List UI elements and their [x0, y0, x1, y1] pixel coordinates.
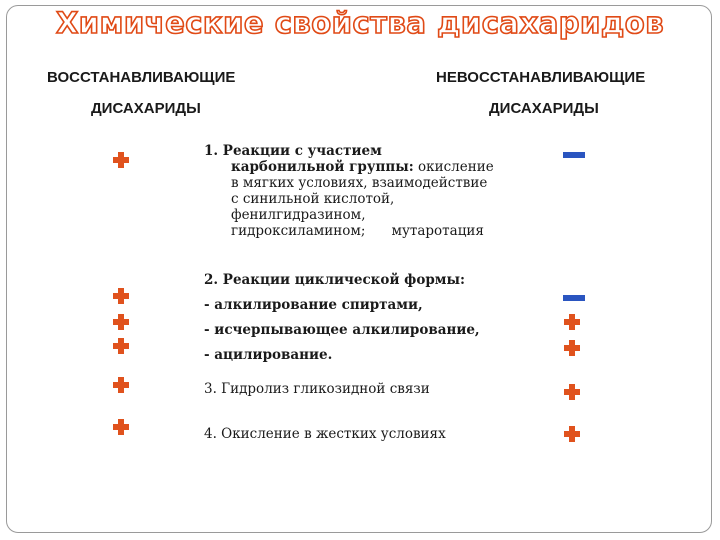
- reaction-2-item-3: - ацилирование.: [204, 347, 333, 363]
- non-reducing-r1-minus-icon: [563, 152, 585, 158]
- reducing-r2-exhaustive-plus-icon: [113, 314, 129, 330]
- reducing-r4-plus-icon: [113, 419, 129, 435]
- reducing-r2-acylation-plus-icon: [113, 338, 129, 354]
- reducing-r1-plus-icon: [113, 152, 129, 168]
- non-reducing-r2-acylation-plus-icon: [564, 340, 580, 356]
- non-reducing-r3-plus-icon: [564, 384, 580, 400]
- reaction-1-text-5a: гидроксиламином;: [231, 223, 366, 239]
- reaction-1-text-2: в мягких условиях, взаимодействие: [231, 175, 488, 191]
- reaction-3: 3. Гидролиз гликозидной связи: [204, 381, 430, 397]
- reaction-1-text-4: фенилгидразином,: [231, 207, 366, 223]
- reducing-header-line1: ВОССТАНАВЛИВАЮЩИЕ: [47, 69, 236, 86]
- reaction-2: [204, 268, 534, 368]
- reaction-1-text-3: с синильной кислотой,: [231, 191, 395, 207]
- non-reducing-header-line2: ДИСАХАРИДЫ: [489, 100, 599, 117]
- non-reducing-r4-plus-icon: [564, 426, 580, 442]
- reaction-1-text-1: окисление: [413, 159, 494, 175]
- non-reducing-r2-exhaustive-plus-icon: [564, 314, 580, 330]
- non-reducing-r2-alkylation-minus-icon: [563, 295, 585, 301]
- reaction-1-heading: 1. Реакции с участием: [204, 143, 382, 159]
- slide-title: Химические свойства дисахаридов: [55, 6, 665, 40]
- reaction-1: [204, 143, 534, 239]
- reaction-1-subheading: карбонильной группы:: [231, 159, 414, 175]
- reaction-4: 4. Окисление в жестких условиях: [204, 426, 446, 442]
- reducing-r3-plus-icon: [113, 377, 129, 393]
- reaction-1-text-5b: мутаротация: [391, 223, 484, 239]
- reaction-2-item-2: - исчерпывающее алкилирование,: [204, 322, 480, 338]
- reaction-2-heading: 2. Реакции циклической формы:: [204, 272, 466, 288]
- reaction-2-item-1: - алкилирование спиртами,: [204, 297, 423, 313]
- reducing-r2-alkylation-plus-icon: [113, 288, 129, 304]
- non-reducing-header-line1: НЕВОССТАНАВЛИВАЮЩИЕ: [436, 69, 646, 86]
- reducing-header-line2: ДИСАХАРИДЫ: [91, 100, 201, 117]
